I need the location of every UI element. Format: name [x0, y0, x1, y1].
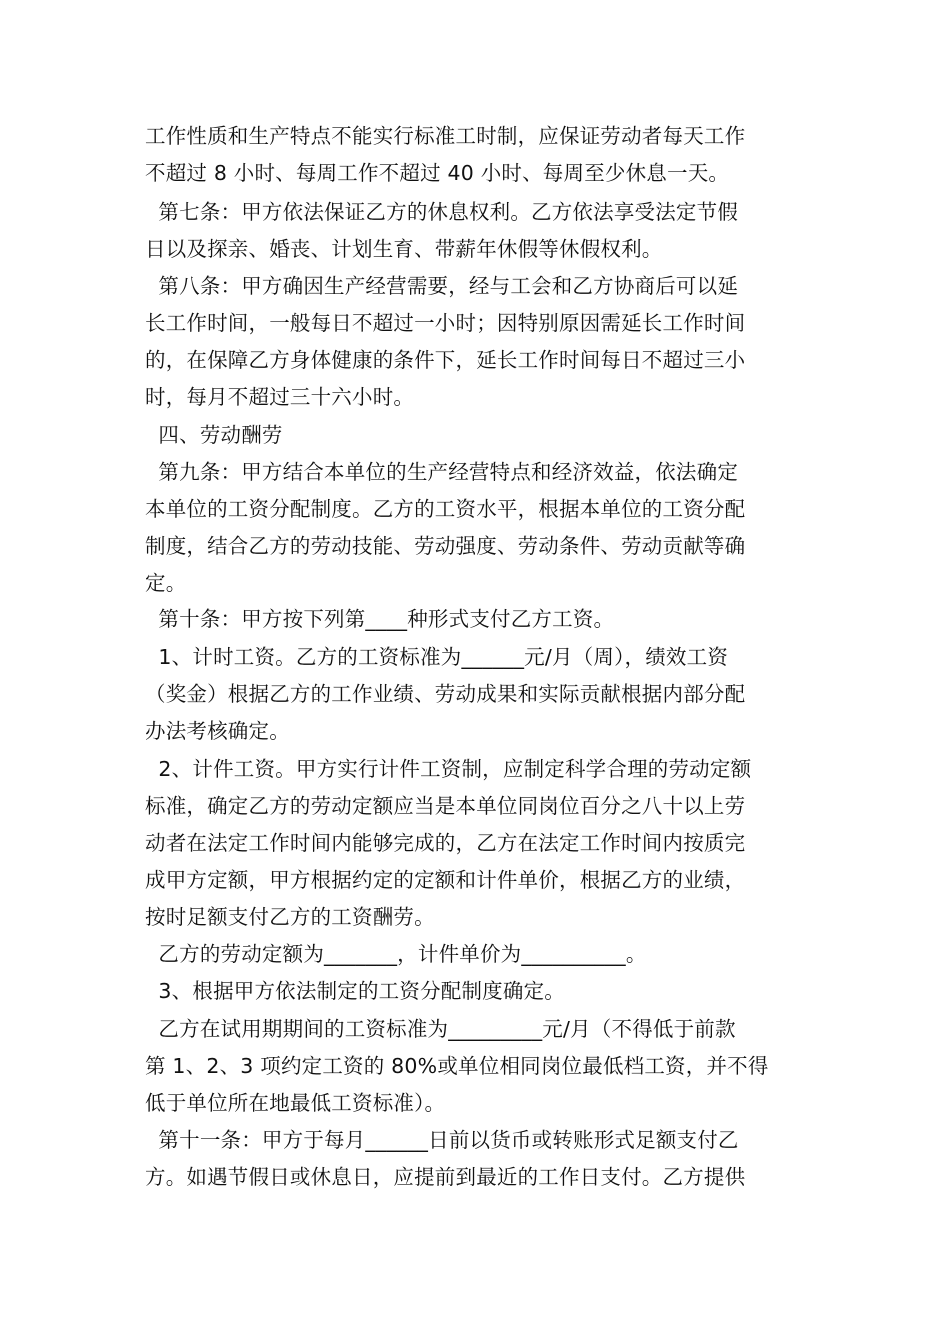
text-line: 定。 [145, 571, 187, 595]
text-line: 工作性质和生产特点不能实行标准工时制，应保证劳动者每天工作 [145, 124, 746, 148]
text-line: 1、计时工资。乙方的工资标准为______元/月（周），绩效工资 [145, 645, 729, 669]
text-line: 第七条：甲方依法保证乙方的休息权利。乙方依法享受法定节假 [145, 200, 739, 224]
text-line: 乙方在试用期期间的工资标准为_________元/月（不得低于前款 [145, 1017, 736, 1041]
text-line: 日以及探亲、婚丧、计划生育、带薪年休假等休假权利。 [145, 237, 663, 261]
text-line: （奖金）根据乙方的工作业绩、劳动成果和实际贡献根据内部分配 [145, 682, 746, 706]
text-line: 第十条：甲方按下列第____种形式支付乙方工资。 [145, 607, 615, 631]
text-line: 低于单位所在地最低工资标准）。 [145, 1091, 446, 1115]
text-line: 方。如遇节假日或休息日，应提前到最近的工作日支付。乙方提供 [145, 1165, 746, 1189]
text-line: 3、根据甲方依法制定的工资分配制度确定。 [145, 979, 565, 1003]
text-line: 第十一条：甲方于每月______日前以货币或转账形式足额支付乙 [145, 1128, 739, 1152]
text-line: 乙方的劳动定额为_______，计件单价为__________。 [145, 942, 647, 966]
text-line: 动者在法定工作时间内能够完成的，乙方在法定工作时间内按质完 [145, 831, 746, 855]
text-line: 2、计件工资。甲方实行计件工资制，应制定科学合理的劳动定额 [145, 757, 752, 781]
text-line: 第八条：甲方确因生产经营需要，经与工会和乙方协商后可以延 [145, 274, 739, 298]
text-line: 本单位的工资分配制度。乙方的工资水平，根据本单位的工资分配 [145, 497, 746, 521]
text-line: 成甲方定额，甲方根据约定的定额和计件单价，根据乙方的业绩， [145, 868, 746, 892]
text-line: 时，每月不超过三十六小时。 [145, 385, 415, 409]
text-line: 的，在保障乙方身体健康的条件下，延长工作时间每日不超过三小 [145, 348, 746, 372]
section-heading: 四、劳动酬劳 [145, 423, 283, 447]
text-line: 第九条：甲方结合本单位的生产经营特点和经济效益，依法确定 [145, 460, 739, 484]
text-line: 按时足额支付乙方的工资酬劳。 [145, 905, 435, 929]
text-line: 长工作时间，一般每日不超过一小时；因特别原因需延长工作时间 [145, 311, 746, 335]
text-line: 标准，确定乙方的劳动定额应当是本单位同岗位百分之八十以上劳 [145, 794, 746, 818]
text-line: 制度，结合乙方的劳动技能、劳动强度、劳动条件、劳动贡献等确 [145, 534, 746, 558]
text-line: 办法考核确定。 [145, 719, 290, 743]
text-line: 第 1、2、3 项约定工资的 80%或单位相同岗位最低档工资，并不得 [145, 1054, 769, 1078]
text-line: 不超过 8 小时、每周工作不超过 40 小时、每周至少休息一天。 [145, 161, 730, 185]
